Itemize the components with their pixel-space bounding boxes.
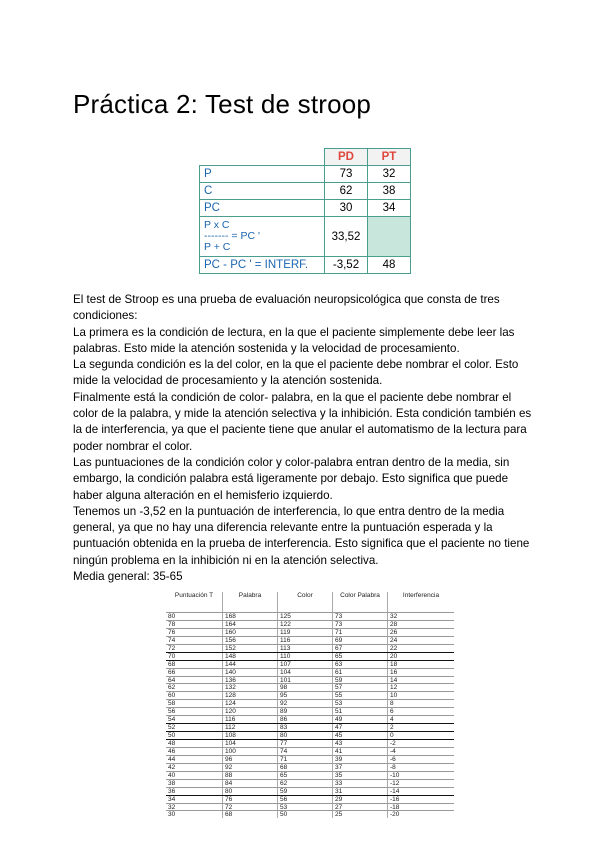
table-row: [166, 763, 454, 771]
table-row: [200, 217, 411, 257]
table-cell: 10: [390, 692, 398, 700]
table-cell: 113: [278, 645, 333, 652]
header-cell: Interferencia: [402, 592, 440, 599]
table-row: [166, 652, 454, 660]
table-cell: 50: [166, 732, 223, 739]
table-cell: 60: [166, 692, 223, 699]
body-text: [73, 292, 533, 585]
table-cell: 72: [166, 645, 223, 652]
table-cell: 84: [223, 780, 278, 787]
table-row: [166, 747, 454, 755]
paragraph: Finalmente está la condición de color- palabra, en la que el paciente debe nombrar el color de la palabra, y mide la atención selectiva y la inhibición. Esta condición también es la de interferencia, ya que el paciente tiene que anular el automatismo de la lectura para poder nombrar el color.: [73, 390, 532, 453]
table-row: [166, 779, 454, 787]
table-cell: -10: [390, 771, 400, 779]
table-cell: 56: [166, 708, 223, 715]
header-cell: Palabra: [223, 592, 278, 612]
table-row: [166, 715, 454, 723]
formula-top: P x C: [204, 219, 230, 231]
pt-value: 34: [368, 200, 411, 217]
table-cell: 55: [333, 692, 388, 699]
table-row: [200, 257, 411, 274]
table-cell: 40: [166, 772, 223, 779]
pt-value: 48: [368, 257, 411, 274]
table-cell: 62: [278, 780, 333, 787]
paragraph: Media general: 35-65: [73, 570, 183, 584]
table-cell: 53: [333, 700, 388, 707]
table-cell: 65: [333, 653, 388, 660]
table-cell: -18: [390, 803, 400, 811]
table-cell: -4: [390, 747, 396, 755]
table-cell: 66: [166, 669, 223, 676]
paragraph: La primera es la condición de lectura, en la que el paciente simplemente debe leer las palabras. Esto mide la atención sostenida y la velocidad de procesamiento.: [73, 325, 515, 355]
table-row: [166, 803, 454, 811]
header-cell: Color Palabra: [333, 592, 388, 612]
table-row: [166, 787, 454, 795]
table-cell: 73: [333, 613, 388, 620]
table-cell: -20: [390, 811, 400, 819]
table-cell: 32: [166, 804, 223, 811]
table-row: [166, 644, 454, 652]
table-row: [166, 668, 454, 676]
table-cell: 96: [223, 756, 278, 763]
table-row: [166, 660, 454, 668]
page-title: Práctica 2: Test de stroop: [73, 89, 372, 120]
table-cell: 125: [278, 613, 333, 620]
table-cell: 95: [278, 692, 333, 699]
table-cell: 98: [278, 684, 333, 691]
formula-mid: ------- = PC ': [204, 230, 260, 242]
table-cell: 43: [333, 740, 388, 747]
norms-header-row: [166, 592, 454, 612]
table-cell: 4: [390, 716, 394, 724]
table-cell: -2: [390, 740, 396, 747]
table-cell: 160: [223, 629, 278, 636]
table-cell: 51: [333, 708, 388, 715]
table-cell: 156: [223, 637, 278, 644]
table-cell: 26: [390, 628, 398, 636]
table-row: [200, 166, 411, 183]
paragraph: La segunda condición es la del color, en la que el paciente debe nombrar el color. Esto mide la velocidad de procesamiento y la atención sostenida.: [73, 358, 519, 388]
table-cell: -6: [390, 755, 396, 763]
table-row: [166, 620, 454, 628]
pd-value: -3,52: [325, 257, 368, 274]
table-cell: 38: [166, 780, 223, 787]
table-cell: 6: [390, 708, 394, 716]
table-row: [166, 628, 454, 636]
table-row: [166, 723, 454, 731]
table-cell: 68: [278, 764, 333, 771]
table-cell: 104: [223, 740, 278, 747]
table-cell: 64: [166, 677, 223, 684]
table-cell: 24: [390, 636, 398, 644]
table-cell: 152: [223, 645, 278, 652]
header-cell: Puntuación T: [166, 592, 223, 612]
table-cell: 68: [223, 811, 278, 818]
table-cell: 32: [390, 613, 398, 620]
table-cell: 42: [166, 764, 223, 771]
table-row: [166, 683, 454, 691]
table-cell: 74: [278, 748, 333, 755]
pt-value: 38: [368, 183, 411, 200]
table-cell: 101: [278, 677, 333, 684]
table-cell: 71: [333, 629, 388, 636]
row-label: PC - PC ' = INTERF.: [200, 257, 325, 274]
table-cell: 59: [278, 788, 333, 795]
table-cell: 12: [390, 684, 398, 692]
table-cell: 48: [166, 740, 223, 747]
table-cell: 2: [390, 724, 394, 732]
table-cell: 83: [278, 724, 333, 731]
table-cell: 74: [166, 637, 223, 644]
table-cell: 27: [333, 804, 388, 811]
table-cell: 0: [390, 732, 394, 739]
table-cell: 34: [166, 796, 223, 803]
header-cell: Color: [278, 592, 333, 612]
table-cell: 65: [278, 772, 333, 779]
row-label: P: [200, 166, 325, 183]
pt-value: [368, 217, 411, 257]
table-cell: 92: [223, 764, 278, 771]
table-cell: 89: [278, 708, 333, 715]
table-cell: 37: [333, 764, 388, 771]
table-row: [166, 676, 454, 684]
table-row: [166, 691, 454, 699]
table-cell: 107: [278, 661, 333, 668]
table-cell: 46: [166, 748, 223, 755]
table-cell: 30: [166, 811, 223, 818]
table-cell: 47: [333, 724, 388, 731]
table-cell: 73: [333, 621, 388, 628]
table-row: [166, 731, 454, 739]
table-cell: 76: [223, 796, 278, 803]
table-cell: 78: [166, 621, 223, 628]
table-cell: 50: [278, 811, 333, 818]
pt-value: 32: [368, 166, 411, 183]
table-cell: 58: [166, 700, 223, 707]
table-cell: 14: [390, 676, 398, 684]
table-cell: 132: [223, 684, 278, 691]
paragraph: Las puntuaciones de la condición color y color-palabra entran dentro de la media, sin embargo, la condición palabra está ligeramente por debajo. Esto significa que puede haber alguna alteración en el hemisferio izquierdo.: [73, 455, 510, 502]
table-cell: 86: [278, 716, 333, 723]
table-cell: 62: [166, 684, 223, 691]
table-cell: 18: [390, 660, 398, 668]
table-cell: 119: [278, 629, 333, 636]
norms-table: [166, 592, 454, 818]
table-cell: 148: [223, 653, 278, 660]
table-cell: 35: [333, 772, 388, 779]
table-cell: 108: [223, 732, 278, 739]
table-cell: 69: [333, 637, 388, 644]
table-cell: 70: [166, 653, 223, 660]
table-cell: 120: [223, 708, 278, 715]
table-cell: 39: [333, 756, 388, 763]
table-cell: 63: [333, 661, 388, 668]
table-cell: 29: [333, 796, 388, 803]
pd-value: 73: [325, 166, 368, 183]
table-cell: 59: [333, 677, 388, 684]
table-cell: 77: [278, 740, 333, 747]
table-row: [166, 707, 454, 715]
table-row: [166, 636, 454, 644]
table-row: [200, 200, 411, 217]
row-label: C: [200, 183, 325, 200]
table-cell: 140: [223, 669, 278, 676]
row-label: PC: [200, 200, 325, 217]
table-cell: 80: [278, 732, 333, 739]
formula-bottom: P + C: [204, 241, 231, 253]
table-cell: 49: [333, 716, 388, 723]
table-cell: 57: [333, 684, 388, 691]
table-cell: 164: [223, 621, 278, 628]
table-cell: 8: [390, 700, 394, 708]
header-pt: PT: [368, 149, 411, 166]
table-cell: 136: [223, 677, 278, 684]
table-cell: 128: [223, 692, 278, 699]
paragraph: El test de Stroop es una prueba de evaluación neuropsicológica que consta de tres condiciones:: [73, 293, 500, 323]
table-row: [166, 699, 454, 707]
paragraph: Tenemos un -3,52 en la puntuación de interferencia, lo que entra dentro de la media general, ya que no hay una diferencia relevante entre la puntuación esperada y la puntuación obtenida en la prueba de interferencia. Esto significa que el paciente no tiene ningún problema en la inhibición ni en la atención selectiva.: [73, 504, 530, 567]
table-cell: 33: [333, 780, 388, 787]
table-cell: 116: [278, 637, 333, 644]
pd-value: 62: [325, 183, 368, 200]
table-cell: 68: [166, 661, 223, 668]
table-cell: 36: [166, 788, 223, 795]
table-cell: 44: [166, 756, 223, 763]
table-cell: 112: [223, 724, 278, 731]
pd-value: 33,52: [325, 217, 368, 257]
table-cell: 110: [278, 653, 333, 660]
formula-label: [200, 217, 325, 257]
table-cell: 28: [390, 620, 398, 628]
table-cell: 61: [333, 669, 388, 676]
stroop-scores-table: [199, 148, 411, 274]
table-cell: -16: [390, 795, 400, 803]
table-cell: 16: [390, 668, 398, 676]
table-cell: 52: [166, 724, 223, 731]
table-cell: 53: [278, 804, 333, 811]
table-cell: -12: [390, 779, 400, 787]
table-cell: 54: [166, 716, 223, 723]
table-cell: 72: [223, 804, 278, 811]
table-row: [166, 810, 454, 818]
table-cell: 20: [390, 652, 398, 660]
table-header-row: [200, 149, 411, 166]
table-cell: 144: [223, 661, 278, 668]
table-cell: 122: [278, 621, 333, 628]
table-row: [166, 612, 454, 620]
table-cell: 76: [166, 629, 223, 636]
table-cell: 116: [223, 716, 278, 723]
table-cell: 22: [390, 644, 398, 652]
table-row: [166, 755, 454, 763]
table-cell: 80: [223, 788, 278, 795]
pd-value: 30: [325, 200, 368, 217]
table-cell: 88: [223, 772, 278, 779]
table-cell: 67: [333, 645, 388, 652]
table-cell: 56: [278, 796, 333, 803]
table-row: [166, 795, 454, 803]
table-row: [166, 739, 454, 747]
table-cell: 45: [333, 732, 388, 739]
table-cell: 124: [223, 700, 278, 707]
table-cell: 104: [278, 669, 333, 676]
table-cell: 25: [333, 811, 388, 818]
table-cell: -14: [390, 787, 400, 795]
table-row: [200, 183, 411, 200]
table-cell: 100: [223, 748, 278, 755]
table-cell: 71: [278, 756, 333, 763]
table-cell: 41: [333, 748, 388, 755]
table-cell: 31: [333, 788, 388, 795]
header-pd: PD: [325, 149, 368, 166]
table-cell: 168: [223, 613, 278, 620]
table-row: [166, 771, 454, 779]
table-cell: 92: [278, 700, 333, 707]
table-cell: -8: [390, 763, 396, 771]
table-cell: 80: [166, 613, 223, 620]
